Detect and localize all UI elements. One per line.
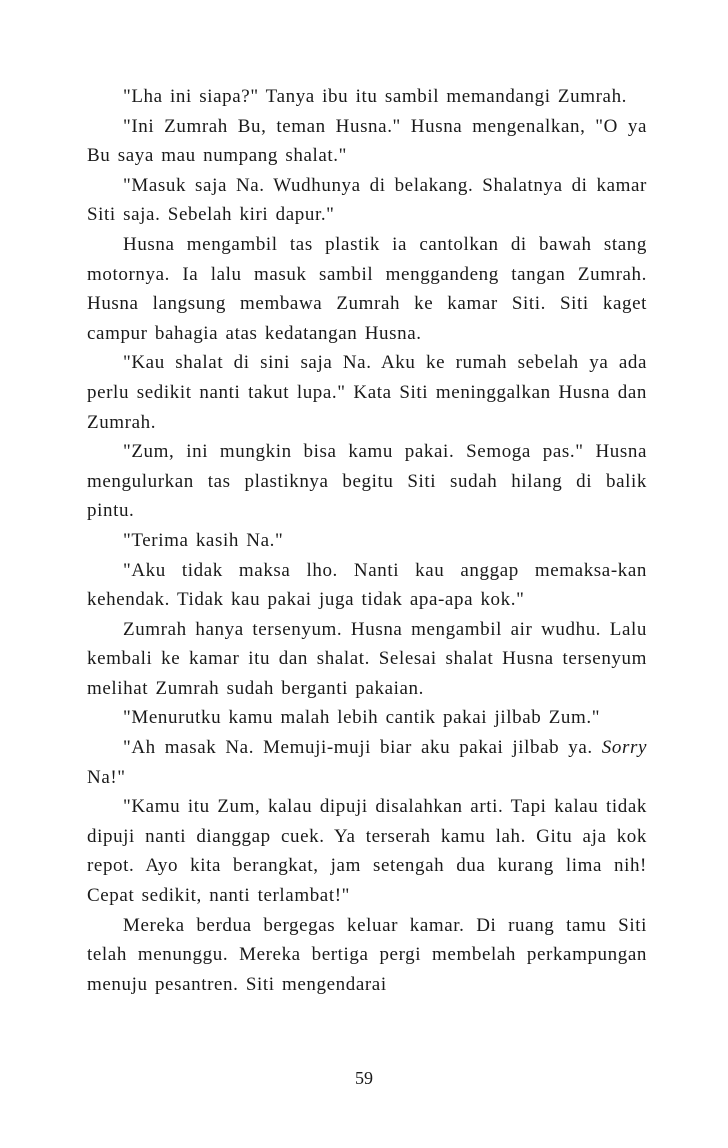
paragraph: "Zum, ini mungkin bisa kamu pakai. Semoga pas." Husna mengulurkan tas plastiknya begitu Siti sudah hilang di balik pintu. [87,441,647,522]
paragraph: "Lha ini siapa?" Tanya ibu itu sambil memandangi Zumrah. [123,86,628,107]
paragraph [87,733,647,792]
paragraph: Zumrah hanya tersenyum. Husna mengambil air wudhu. Lalu kembali ke kamar itu dan shalat. Selesai shalat Husna tersenyum melihat Zumrah sudah berganti pakaian. [87,618,647,699]
paragraph-text: Na!" [87,766,126,788]
paragraph: "Kau shalat di sini saja Na. Aku ke rumah sebelah ya ada perlu sedikit nanti takut lupa." Kata Siti meninggalkan Husna dan Zumrah. [87,352,647,433]
paragraph: "Menurutku kamu malah lebih cantik pakai jilbab Zum." [123,707,601,729]
paragraph-text: "Ah masak Na. Memuji-muji biar aku pakai jilbab ya. [123,737,602,759]
paragraph: "Kamu itu Zum, kalau dipuji disalahkan arti. Tapi kalau tidak dipuji nanti dianggap cuek. Ya terserah kamu lah. Gitu aja kok repot. Ayo kita berangkat, jam setengah dua kurang lima nih! Cepat sedikit, nanti terlambat!" [87,796,647,907]
paragraph: Husna mengambil tas plastik ia cantolkan di bawah stang motornya. Ia lalu masuk sambil menggandeng tangan Zumrah. Husna langsung membawa Zumrah ke kamar Siti. Siti kaget campur bahagia atas kedatangan Husna. [87,233,647,344]
paragraph: "Ini Zumrah Bu, teman Husna." Husna mengenalkan, "O ya Bu saya mau numpang shalat." [87,115,647,167]
page-body [87,82,647,999]
italic-word: Sorry [601,737,647,759]
paragraph: "Terima kasih Na." [123,529,284,551]
paragraph: "Masuk saja Na. Wudhunya di belakang. Shalatnya di kamar Siti saja. Sebelah kiri dapur." [87,174,647,226]
paragraph: "Aku tidak maksa lho. Nanti kau anggap memaksa-kan kehendak. Tidak kau pakai juga tidak apa-apa kok." [87,559,647,611]
paragraph: Mereka berdua bergegas keluar kamar. Di ruang tamu Siti telah menunggu. Mereka bertiga pergi membelah perkampungan menuju pesantren. Siti mengendarai [87,914,647,995]
page-number: 59 [355,1068,373,1088]
